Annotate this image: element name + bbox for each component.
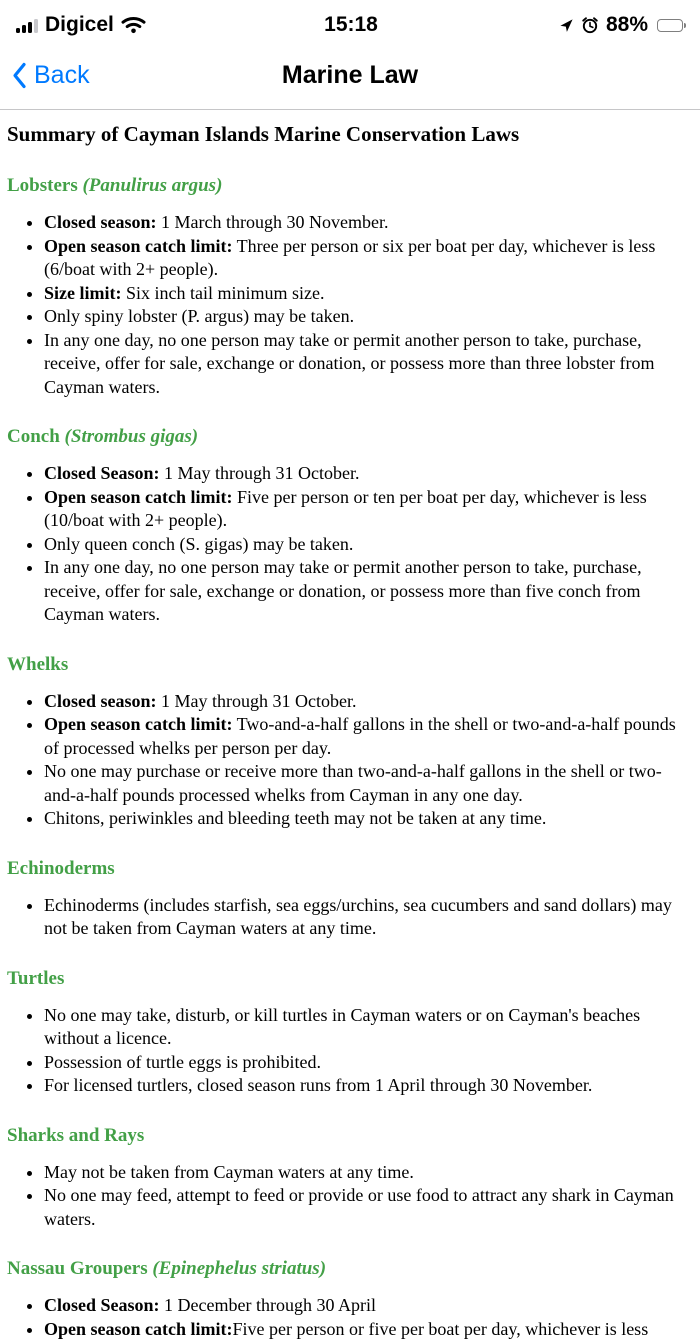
sections [7,174,686,1341]
rules-list [7,894,686,941]
section-heading: Echinoderms [7,857,686,881]
back-button[interactable] [0,61,90,90]
navigation-bar [0,42,700,110]
cellular-signal-icon [16,18,38,33]
species-name: (Epinephelus striatus) [152,1258,326,1279]
rules-list [7,462,686,627]
rule-label: Size limit: [44,283,121,303]
rule-item: • Closed season: 1 March through 30 November. [44,211,686,235]
content-area[interactable] [0,110,700,1341]
rule-item: • No one may purchase or receive more than two-and-a-half gallons in the shell or two-and-a-half pounds processed whelks from Cayman in any one day. [44,760,686,807]
rules-list [7,1004,686,1098]
section-heading: Sharks and Rays [7,1124,686,1148]
section-heading: Lobsters (Panulirus argus) [7,174,686,198]
rule-item: • In any one day, no one person may take or permit another person to take, purchase, receive, offer for sale, exchange or donation, or possess more than five conch from Cayman waters. [44,556,686,627]
species-name: (Strombus gigas) [65,426,199,447]
rule-label: Closed season: [44,212,157,232]
rule-item: • Closed Season: 1 May through 31 October. [44,462,686,486]
rule-label: Closed season: [44,691,157,711]
species-name: (Panulirus argus) [82,175,222,196]
page-title: Marine Law [282,61,418,90]
status-bar-left [16,13,324,37]
carrier-label: Digicel [45,13,114,37]
rule-item: • For licensed turtlers, closed season runs from 1 April through 30 November. [44,1074,686,1098]
rules-list [7,211,686,399]
chevron-left-icon [12,62,27,89]
rule-label: Closed Season: [44,1295,160,1315]
wifi-icon [121,16,146,34]
status-bar-clock [324,13,378,37]
status-bar [0,0,700,42]
rule-item: • Open season catch limit:Five per person or five per boat per day, whichever is less [44,1318,686,1341]
alarm-clock-icon [581,16,599,34]
rule-item: • Open season catch limit: Three per person or six per boat per day, whichever is less (6/boat with 2+ people). [44,235,686,282]
rule-item: • Only spiny lobster (P. argus) may be taken. [44,305,686,329]
rule-label: Open season catch limit: [44,1319,233,1339]
rule-label: Closed Season: [44,463,160,483]
rule-item: • Possession of turtle eggs is prohibited. [44,1051,686,1075]
rule-item: • Echinoderms (includes starfish, sea eggs/urchins, sea cucumbers and sand dollars) may not be taken from Cayman waters at any time. [44,894,686,941]
battery-icon [657,19,686,32]
rule-label: Open season catch limit: [44,487,233,507]
section-heading: Turtles [7,967,686,991]
section-heading: Whelks [7,653,686,677]
section-heading: Conch (Strombus gigas) [7,425,686,449]
rule-item: • Open season catch limit: Two-and-a-half gallons in the shell or two-and-a-half pounds of processed whelks per person per day. [44,713,686,760]
section-heading: Nassau Groupers (Epinephelus striatus) [7,1257,686,1281]
rule-item: • Size limit: Six inch tail minimum size. [44,282,686,306]
rule-label: Open season catch limit: [44,714,233,734]
rule-item: • Closed season: 1 May through 31 October. [44,690,686,714]
back-button-label: Back [34,61,90,90]
rule-item: • Chitons, periwinkles and bleeding teeth may not be taken at any time. [44,807,686,831]
rule-item: • May not be taken from Cayman waters at any time. [44,1161,686,1185]
rule-label: Open season catch limit: [44,236,233,256]
battery-percent: 88% [606,13,648,37]
rules-list [7,1161,686,1232]
status-bar-right [378,13,686,37]
rules-list [7,690,686,831]
rule-item: • Open season catch limit: Five per person or ten per boat per day, whichever is less (10/boat with 2+ people). [44,486,686,533]
rules-list [7,1294,686,1341]
location-arrow-icon [559,18,574,33]
rule-item: • In any one day, no one person may take or permit another person to take, purchase, receive, offer for sale, exchange or donation, or possess more than three lobster from Cayman waters. [44,329,686,400]
rule-item: • Only queen conch (S. gigas) may be taken. [44,533,686,557]
rule-item: • Closed Season: 1 December through 30 April [44,1294,686,1318]
rule-item: • No one may take, disturb, or kill turtles in Cayman waters or on Cayman's beaches without a licence. [44,1004,686,1051]
clock-time: 15:18 [324,13,378,36]
summary-heading: Summary of Cayman Islands Marine Conservation Laws [7,121,686,148]
rule-item: • No one may feed, attempt to feed or provide or use food to attract any shark in Cayman waters. [44,1184,686,1231]
